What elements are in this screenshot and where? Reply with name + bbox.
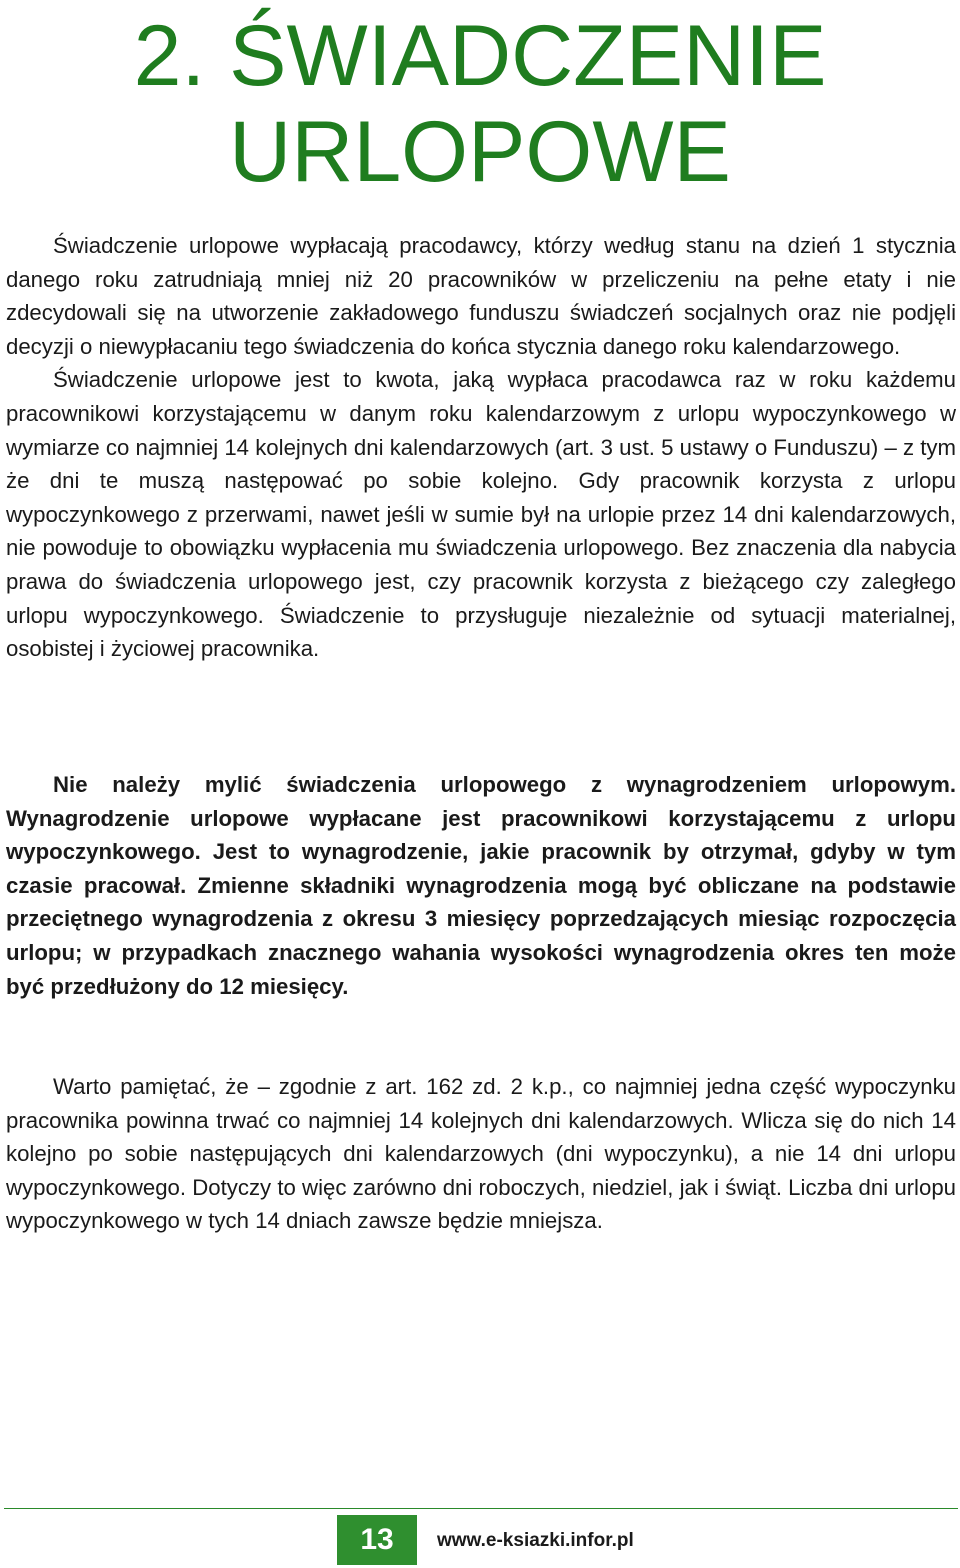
footer-divider <box>4 1508 958 1509</box>
chapter-title-line-2: URLOPOWE <box>229 104 731 200</box>
chapter-title-line-1: 2. ŚWIADCZENIE <box>133 8 827 104</box>
page-number: 13 <box>337 1515 417 1565</box>
paragraph-bold-note: Nie należy mylić świadczenia urlopowego z wynagrodzeniem urlopowym. Wynagrodzenie urlopowe wypłacane jest pracownikowi korzystającemu z urlopu wypoczynkowego. Jest to wynagrodzenie, jakie pracownik by otrzymał, gdyby w tym czasie pracował. Zmienne składniki wynagrodzenia mogą być obliczane na podstawie przeciętnego wynagrodzenia z okresu 3 miesięcy poprzedzających miesiąc rozpoczęcia urlopu; w przypadkach znacznego wahania wysokości wynagrodzenia okres ten może być przedłużony do 12 miesięcy. <box>6 772 956 999</box>
intro-section <box>6 229 956 666</box>
paragraph-reminder: Warto pamiętać, że – zgodnie z art. 162 zd. 2 k.p., co najmniej jedna część wypoczynku pracownika powinna trwać co najmniej 14 kolejnych dni kalendarzowych. Wlicza się do nich 14 kolejno po sobie następujących dni kalendarzowych (dni wypoczynku), a nie 14 dni urlopu wypoczynkowego. Dotyczy to więc zarówno dni roboczych, niedziel, jak i świąt. Liczba dni urlopu wypoczynkowego w tych 14 dniach zawsze będzie mniejsza. <box>6 1074 956 1234</box>
footer-url: www.e-ksiazki.infor.pl <box>437 1530 634 1551</box>
chapter-title <box>0 8 960 200</box>
paragraph-eligibility: Świadczenie urlopowe wypłacają pracodawcy, którzy według stanu na dzień 1 stycznia danego roku zatrudniają mniej niż 20 pracowników w przeliczeniu na pełne etaty i nie zdecydowali się na utworzenie zakładowego funduszu świadczeń socjalnych oraz nie podjęli decyzji o niewypłacaniu tego świadczenia do końca stycznia danego roku kalendarzowego. <box>6 233 956 359</box>
paragraph-definition: Świadczenie urlopowe jest to kwota, jaką wypłaca pracodawca raz w roku każdemu pracownikowi korzystającemu w danym roku kalendarzowym z urlopu wypoczynkowego w wymiarze co najmniej 14 kolejnych dni kalendarzowych (art. 3 ust. 5 ustawy o Funduszu) – z tym że dni te muszą następować po sobie kolejno. Gdy pracownik korzysta z urlopu wypoczynkowego z przerwami, nawet jeśli w sumie był na urlopie przez 14 dni kalendarzowych, nie powoduje to obowiązku wypłacenia mu świadczenia urlopowego. Bez znaczenia dla nabycia prawa do świadczenia urlopowego jest, czy pracownik korzysta z bieżącego czy zaległego urlopu wypoczynkowego. Świadczenie to przysługuje niezależnie od sytuacji materialnej, osobistej i życiowej pracownika. <box>6 367 956 662</box>
